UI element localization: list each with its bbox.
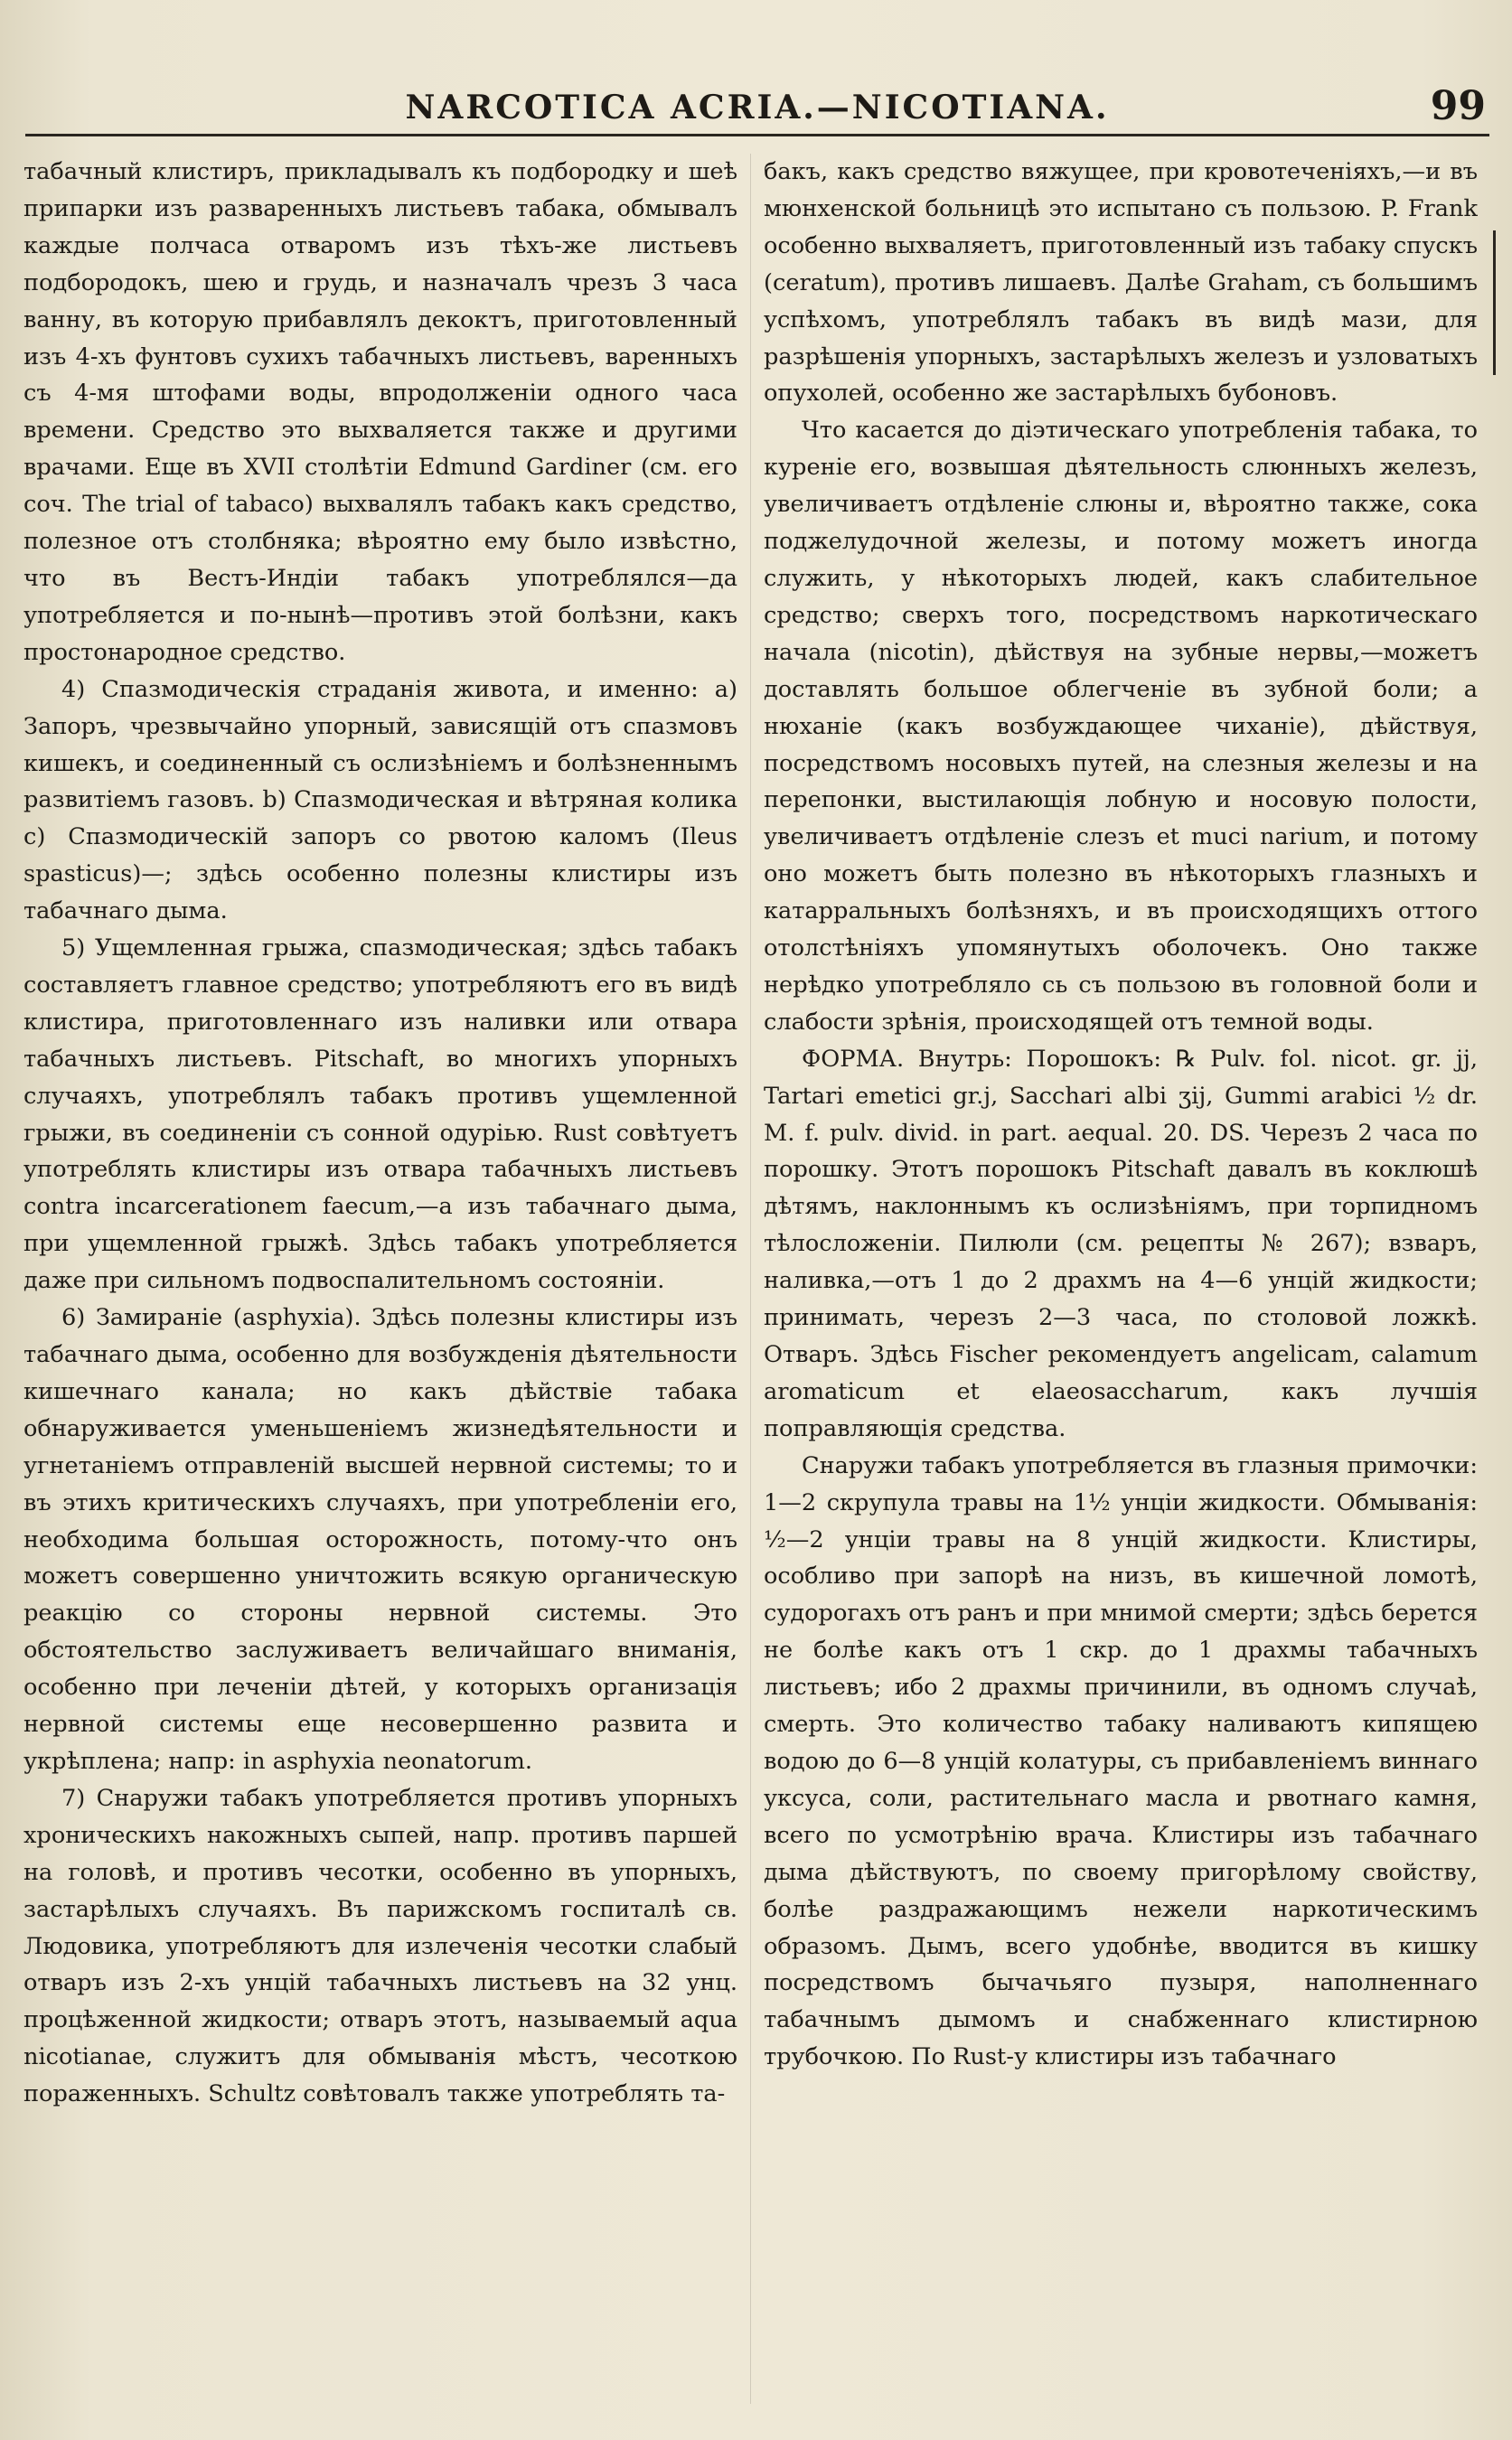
paragraph: ФОРМА. Внутрь: Порошокъ: ℞ Pulv. fol. nicot. gr. jj, Tartari emetici gr.j, Sacchari albi ʒij, Gummi arabici ½ dr. M. f. pulv. divid. in part. aequal. 20. DS. Черезъ 2 часа по порошку. Этотъ порошокъ Pitschaft давалъ въ коклюшѣ дѣтямъ, наклоннымъ къ ослизѣніямъ, при торпидномъ тѣлосложеніи. Пилюли (см. рецепты № 267); взваръ, наливка,—отъ 1 до 2 драхмъ на 4—6 унцій жидкости; принимать, черезъ 2—3 часа, по столовой ложкѣ. Отваръ. Здѣсь Fischer рекомендуетъ angelicam, calamum aromaticum et elaeosaccharum, какъ лучшія поправляющія средства. bbox=[764, 1045, 1478, 1442]
paragraph: 6) Замираніе (asphyxia). Здѣсь полезны клистиры изъ табачнаго дыма, особенно для возбужденія дѣятельности кишечнаго канала; но какъ дѣйствіе табака обнаруживается уменьшеніемъ жизнедѣятельности и угнетаніемъ отправленій высшей нервной системы; то и въ этихъ критическихъ случаяхъ, при употребленіи его, необходима большая осторожность, потому-что онъ можетъ совершенно уничтожить всякую органическую реакцію со стороны нервной системы. Это обстоятельство заслуживаетъ величайшаго вниманія, особенно при леченіи дѣтей, у которыхъ организація нервной системы еще несовершенно развита и укрѣплена; напр: in asphyxia neonatorum. bbox=[23, 1304, 737, 1775]
page-header bbox=[25, 83, 1489, 136]
paragraph: Что касается до діэтическаго употребленія табака, то куреніе его, возвышая дѣятельность слюнныхъ железъ, увеличиваетъ отдѣленіе слюны и, вѣроятно также, сока поджелудочной железы, и потому можетъ иногда служить, у нѣкоторыхъ людей, какъ слабительное средство; сверхъ того, посредствомъ наркотическаго начала (nicotin), дѣйствуя на зубные нервы,—можетъ доставлять большое облегченіе въ зубной боли; а нюханіе (какъ возбуждающее чиханіе), дѣйствуя, посредствомъ носовыхъ путей, на слезныя железы и на перепонки, выстилающія лобную и носовую полости, увеличиваетъ отдѣленіе слезъ et muci narium, и потому оно можетъ быть полезно въ нѣкоторыхъ глазныхъ и катарральныхъ болѣзняхъ, и въ происходящихъ оттого отолстѣніяхъ упомянутыхъ оболочекъ. Оно также нерѣдко употребляло сь съ пользою въ головной боли и слабости зрѣнія, происходящей отъ темной воды. bbox=[764, 417, 1478, 1036]
left-column bbox=[23, 154, 737, 2413]
page-number: 99 bbox=[1430, 83, 1486, 129]
margin-mark bbox=[1493, 230, 1496, 375]
paragraph: табачный клистиръ, прикладывалъ къ подбородку и шеѣ припарки изъ разваренныхъ листьевъ табака, обмывалъ каждые полчаса отваромъ изъ тѣхъ-же листьевъ подбородокъ, шею и грудь, и назначалъ чрезъ 3 часа ванну, въ которую прибавлялъ декоктъ, приготовленный изъ 4-хъ фунтовъ сухихъ табачныхъ листьевъ, варенныхъ съ 4-мя штофами воды, впродолженіи одного часа времени. Средство это выхваляется также и другими врачами. Еще въ XVII столѣтіи Edmund Gardiner (см. его соч. The trial of tabaco) выхвалялъ табакъ какъ средство, полезное отъ столбняка; вѣроятно ему было извѣстно, что въ Вестъ-Индіи табакъ употреблялся—да употребляется и по-нынѣ—противъ этой болѣзни, какъ простонародное средство. bbox=[23, 158, 737, 666]
paragraph: 5) Ущемленная грыжа, спазмодическая; здѣсь табакъ составляетъ главное средство; употребляютъ его въ видѣ клистира, приготовленнаго изъ наливки или отвара табачныхъ листьевъ. Pitschaft, во многихъ упорныхъ случаяхъ, употреблялъ табакъ противъ ущемленной грыжи, въ соединеніи съ сонной одуріью. Rust совѣтуетъ употреблять клистиры изъ отвара табачныхъ листьевъ contra incarcerationem faecum,—а изъ табачнаго дыма, при ущемленной грыжѣ. Здѣсь табакъ употребляется даже при сильномъ подвоспалительномъ состояніи. bbox=[23, 934, 737, 1295]
right-column bbox=[764, 154, 1478, 2413]
running-head: NARCOTICA ACRIA.—NICOTIANA. bbox=[405, 89, 1110, 127]
paragraph: бакъ, какъ средство вяжущее, при кровотеченіяхъ,—и въ мюнхенской больницѣ это испытано съ пользою. P. Frank особенно выхваляетъ, приготовленный изъ табаку спускъ (ceratum), противъ лишаевъ. Далѣе Graham, съ большимъ успѣхомъ, употреблялъ табакъ въ видѣ мази, для разрѣшенія упорныхъ, застарѣлыхъ железъ и узловатыхъ опухолей, особенно же застарѣлыхъ бубоновъ. bbox=[764, 158, 1478, 408]
paragraph: 4) Спазмодическія страданія живота, и именно: а) Запоръ, чрезвычайно упорный, зависящій отъ спазмовъ кишекъ, и соединенный съ ослизѣніемъ и болѣзненнымъ развитіемъ газовъ. b) Спазмодическая и вѣтряная колика c) Спазмодическій запоръ со рвотою каломъ (Ileus spasticus)—; здѣсь особенно полезны клистиры изъ табачнаго дыма. bbox=[23, 675, 737, 925]
paragraph: 7) Снаружи табакъ употребляется противъ упорныхъ хроническихъ накожныхъ сыпей, напр. противъ паршей на головѣ, и противъ чесотки, особенно въ упорныхъ, застарѣлыхъ случаяхъ. Въ парижскомъ госпиталѣ св. Людовика, употребляютъ для излеченія чесотки слабый отваръ изъ 2-хъ унцій табачныхъ листьевъ на 32 унц. процѣженной жидкости; отваръ этотъ, называемый aqua nicotianae, служитъ для обмыванія мѣстъ, чесоткою пораженныхъ. Schultz совѣтовалъ также употреблять та- bbox=[23, 1784, 737, 2108]
column-divider bbox=[750, 154, 751, 2404]
paragraph: Снаружи табакъ употребляется въ глазныя примочки: 1—2 скрупула травы на 1½ унціи жидкости. Обмыванія: ½—2 унціи травы на 8 унцій жидкости. Клистиры, особливо при запорѣ на низъ, въ кишечной ломотѣ, судорогахъ отъ ранъ и при мнимой смерти; здѣсь берется не болѣе какъ отъ 1 скр. до 1 драхмы табачныхъ листьевъ; ибо 2 драхмы причинили, въ одномъ случаѣ, смерть. Это количество табаку наливаютъ кипящею водою до 6—8 унцій колатуры, съ прибавленіемъ виннаго уксуса, соли, растительнаго масла и рвотнаго камня, всего по усмотрѣнію врача. Клистиры изъ табачнаго дыма дѣйствуютъ, по своему пригорѣлому свойству, болѣе раздражающимъ нежели наркотическимъ образомъ. Дымъ, всего удобнѣе, вводится въ кишку посредствомъ бычачьяго пузыря, наполненнаго табачнымъ дымомъ и снабженнаго клистирною трубочкою. По Rust-у клистиры изъ табачнаго bbox=[764, 1451, 1478, 2071]
